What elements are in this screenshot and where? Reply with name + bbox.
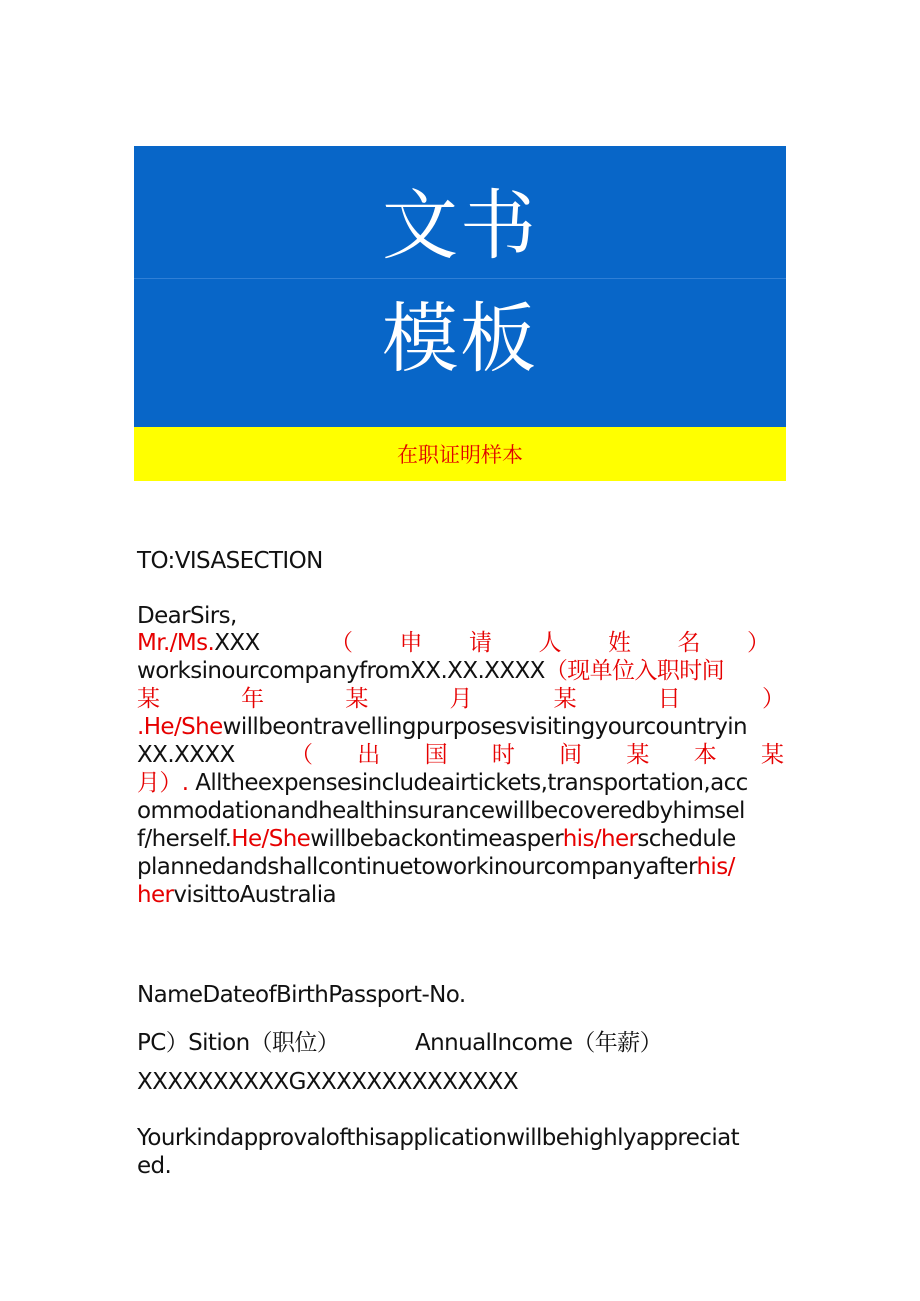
letter-line-3 (137, 685, 785, 713)
cover-blue-panel-top (134, 146, 786, 278)
note-char: 申 (399, 630, 423, 656)
closing-line-2: ed. (137, 1153, 172, 1179)
note-char: 某 (553, 686, 577, 712)
note-char: 名 (677, 630, 701, 656)
title-placeholder: Mr./Ms. (137, 630, 215, 656)
letter-line-8 (137, 825, 736, 853)
note-char: 日 (657, 686, 681, 712)
letter-line-2 (137, 657, 724, 685)
note-char: 请 (469, 630, 492, 656)
schedule-text: schedule (637, 826, 736, 852)
placeholder-values: XXXXXXXXXXGXXXXXXXXXXXXXX (137, 1069, 518, 1095)
possessive-placeholder: his/her (562, 826, 638, 852)
name-placeholder: XXX (214, 630, 260, 656)
continue-work-text: plannedandshallcontinuetoworkinourcompanyafter (137, 854, 697, 880)
visit-text: visittoAustralia (173, 882, 337, 908)
employment-start-text: worksinourcompanyfromXX.XX.XXXX (137, 658, 545, 684)
note-char: 人 (538, 630, 562, 656)
note-char: 国 (424, 742, 448, 768)
letter-recipient: TO:VISASECTION (137, 548, 323, 574)
return-text: willbebackontimeasper (310, 826, 563, 852)
note-char: 某 (626, 742, 650, 768)
travel-purpose-text: willbeontravellingpurposesvisitingyourcountryin (222, 714, 748, 740)
closing-line-1: Yourkindapprovalofthisapplicationwillbehighlyappreciat (137, 1125, 740, 1151)
cover-title-line1: 文书 (382, 181, 538, 270)
herself-text: f/herself. (137, 826, 232, 852)
note-char: 姓 (608, 630, 631, 656)
letter-line-1 (137, 629, 260, 657)
possessive-placeholder-cont: her (137, 882, 174, 908)
position-label: PC）Sition（职位） (137, 1030, 340, 1056)
note-char: 出 (357, 742, 381, 768)
note-char: 某 (345, 686, 369, 712)
cover-subtitle: 在职证明样本 (397, 443, 523, 467)
letter-line-10 (137, 881, 336, 909)
letter-salutation: DearSirs, (137, 603, 237, 629)
entry-date-note: （现单位入职时间 (544, 658, 725, 684)
possessive-placeholder: his/ (696, 854, 735, 880)
note-char: 间 (559, 742, 583, 768)
letter-line-5-date: XX.XXXX (137, 742, 235, 768)
letter-line-4 (137, 713, 747, 741)
note-char: （ (330, 630, 353, 656)
note-char: ） (747, 630, 770, 656)
cover-title-line2: 模板 (382, 294, 538, 383)
note-char: 某 (760, 742, 784, 768)
note-char: 时 (491, 742, 515, 768)
month-note: 月）. (137, 770, 189, 796)
pronoun-placeholder: .He/She (137, 714, 223, 740)
departure-date-note (290, 741, 784, 769)
note-char: 某 (137, 686, 160, 712)
note-char: 本 (693, 742, 717, 768)
applicant-name-note (330, 629, 770, 657)
note-char: 月 (449, 686, 473, 712)
cover-subtitle-bar (134, 427, 786, 481)
pronoun-placeholder: He/She (231, 826, 311, 852)
fields-header: NameDateofBirthPassport-No. (137, 982, 466, 1008)
cover-banner (134, 146, 786, 481)
income-label: AnnualIncome（年薪） (415, 1030, 662, 1056)
note-char: （ (290, 742, 313, 768)
letter-line-7: ommodationandhealthinsurancewillbecoveredbyhimsel (137, 798, 745, 824)
note-char: ） (761, 686, 785, 712)
letter-line-6 (137, 769, 748, 797)
letter-line-9 (137, 853, 735, 881)
expenses-text: Alltheexpensesincludeairtickets,transportation,acc (195, 770, 748, 796)
cover-blue-panel-bottom (134, 278, 786, 427)
note-char: 年 (241, 686, 265, 712)
